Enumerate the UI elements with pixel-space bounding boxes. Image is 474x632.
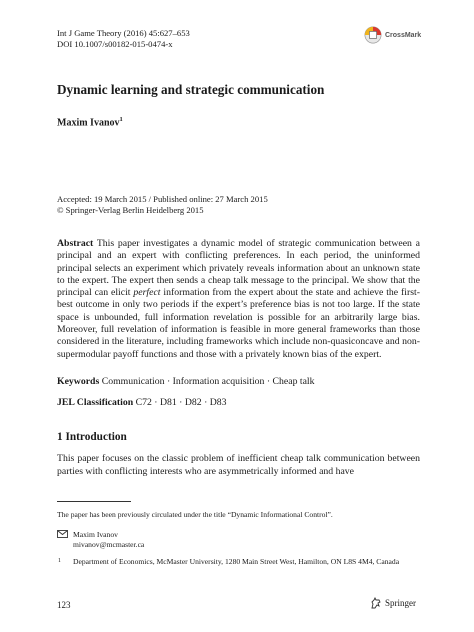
publication-dates [57, 194, 268, 216]
author-name [57, 116, 123, 128]
keywords-label: Keywords [57, 376, 100, 387]
dates-line: Accepted: 19 March 2015 / Published online: 27 March 2015 [57, 194, 268, 204]
journal-citation: Int J Game Theory (2016) 45:627–653 [57, 28, 190, 38]
jel-codes: C72 · D81 · D82 · D83 [133, 397, 227, 408]
keywords [57, 376, 315, 388]
abstract-text-1: This paper investigates a dynamic model of strategic communication between a principal and an expert with conflicting preferences. In each period, the uninformed principal selects an experiment which privately reveals information about an unknown state to the expert. The expert then sends a cheap talk message to the principal. We show that the principal can elicit [57, 238, 420, 299]
section-heading: 1 Introduction [57, 431, 127, 443]
affiliation-mark: 1 [58, 558, 61, 564]
abstract [57, 238, 420, 361]
footnote-rule [57, 501, 131, 502]
footnote-circulated: The paper has been previously circulated under the title “Dynamic Informational Control”. [57, 510, 333, 519]
doi: DOI 10.1007/s00182-015-0474-x [57, 39, 173, 49]
author-text: Maxim Ivanov [57, 117, 120, 129]
contact-name: Maxim Ivanov [73, 530, 118, 539]
publisher-name: Springer [385, 598, 416, 608]
copyright-line: © Springer-Verlag Berlin Heidelberg 2015 [57, 205, 204, 215]
abstract-label: Abstract [57, 238, 94, 249]
contact-email[interactable]: mivanov@mcmaster.ca [73, 540, 145, 549]
crossmark-badge[interactable] [364, 24, 421, 46]
paper-title: Dynamic learning and strategic communication [57, 82, 325, 97]
affiliation: Department of Economics, McMaster University, 1280 Main Street West, Hamilton, ON L8S 4M4, Canada [73, 557, 400, 566]
abstract-emphasis: perfect [133, 287, 161, 299]
contact-info [73, 530, 144, 550]
journal-info [57, 28, 190, 50]
page-number: 123 [57, 600, 71, 610]
keywords-text: Communication · Information acquisition · Cheap talk [99, 376, 315, 387]
springer-logo [370, 597, 416, 609]
author-footnote-mark: 1 [119, 116, 123, 123]
crossmark-icon [364, 26, 382, 44]
jel-classification [57, 397, 227, 409]
introduction-text: This paper focuses on the classic problem of inefficient cheap talk communication between parties with conflicting interests who are asymmetrically informed and have [57, 453, 420, 477]
jel-label: JEL Classification [57, 397, 134, 408]
springer-horse-icon [370, 597, 382, 609]
crossmark-label: CrossMark [385, 31, 422, 39]
mail-icon [57, 530, 68, 541]
abstract-text-2: information from the expert about the state and achieve the first-best outcome in only two periods if the expert’s preference bias is not too large. If the state space is unbounded, full information revelation is possible for an arbitrarily large bias. Moreover, full revelation of information is feasible in more general frameworks than those considered in the literature, including frameworks which include non-quasiconcave and non-supermodular payoff functions and those with a privately known bias of the expert. [57, 287, 420, 360]
